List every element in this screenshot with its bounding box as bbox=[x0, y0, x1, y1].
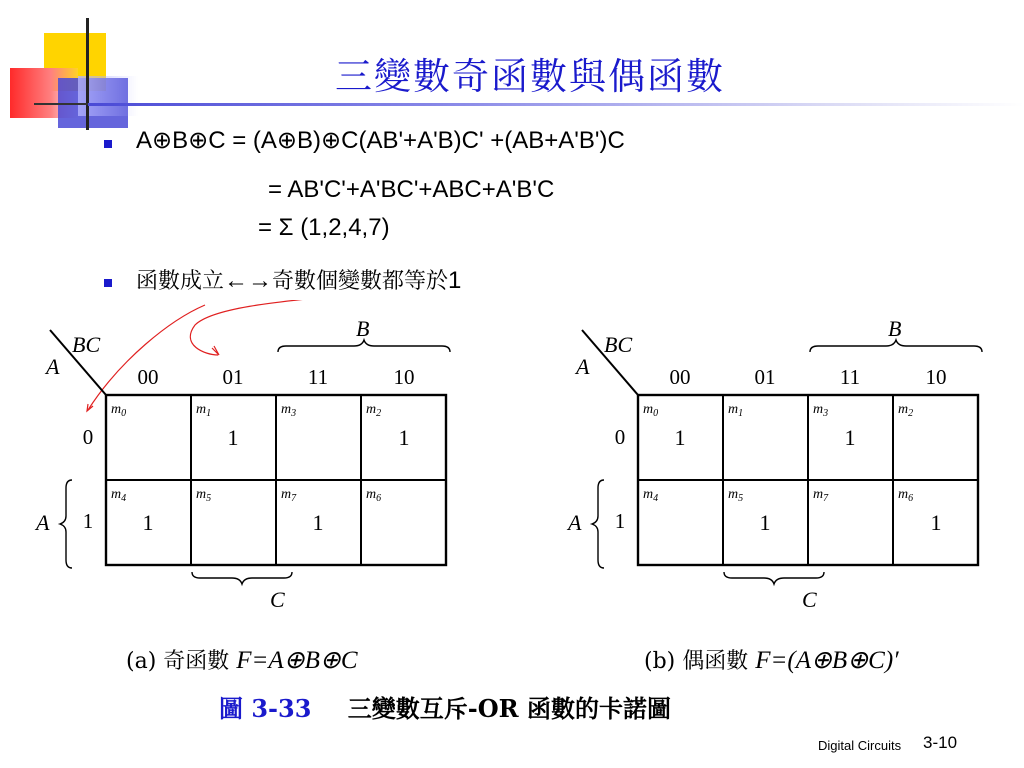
brace-bottom bbox=[724, 572, 824, 584]
col-label: 01 bbox=[222, 365, 244, 389]
minterm-label: $m_7$ bbox=[813, 487, 829, 504]
kmap-odd bbox=[0, 300, 500, 630]
annotation-arrowhead bbox=[212, 346, 219, 355]
minterm-label: $m_5$ bbox=[728, 487, 744, 504]
brace-top-label: B bbox=[356, 316, 370, 341]
caption-even bbox=[644, 644, 899, 675]
row-label: 1 bbox=[614, 509, 626, 533]
col-label: 10 bbox=[393, 365, 415, 389]
minterm-label: $m_6$ bbox=[898, 487, 914, 504]
corner-label-left: A bbox=[576, 354, 590, 379]
minterm-label: $m_5$ bbox=[196, 487, 212, 504]
cell-value: 1 bbox=[227, 425, 239, 450]
bullet-marker bbox=[104, 279, 112, 287]
equation-line-1: A⊕B⊕C = (A⊕B)⊕C(AB'+A'B)C' +(AB+A'B')C bbox=[136, 127, 625, 154]
corner-label-top: BC bbox=[72, 332, 101, 357]
brace-bottom bbox=[192, 572, 292, 584]
footer-label: Digital Circuits bbox=[818, 738, 902, 753]
equation-line-3: = Σ (1,2,4,7) bbox=[258, 214, 390, 241]
cell-value: 1 bbox=[312, 510, 324, 535]
cell-value: 1 bbox=[142, 510, 154, 535]
cell-value: 1 bbox=[398, 425, 410, 450]
col-label: 11 bbox=[839, 365, 861, 389]
col-label: 00 bbox=[137, 365, 159, 389]
brace-left bbox=[60, 480, 72, 568]
cell-value: 1 bbox=[674, 425, 686, 450]
slide-title: 三變數奇函數與偶函數 bbox=[335, 55, 725, 98]
decor-vertical-line bbox=[86, 18, 89, 130]
brace-bottom-label: C bbox=[270, 587, 285, 612]
minterm-label: $m_4$ bbox=[643, 487, 659, 504]
minterm-label: $m_2$ bbox=[366, 402, 382, 419]
caption-prefix: (a) 奇函數 bbox=[126, 649, 237, 674]
minterm-label: $m_1$ bbox=[196, 402, 212, 419]
brace-top bbox=[810, 340, 982, 352]
figure-caption bbox=[219, 689, 671, 724]
figure-number: 圖 3-33 bbox=[219, 694, 312, 723]
row-label: 0 bbox=[82, 425, 94, 449]
col-label: 00 bbox=[669, 365, 691, 389]
page-number: 3-10 bbox=[923, 733, 958, 752]
minterm-label: $m_1$ bbox=[728, 402, 744, 419]
kmap-even bbox=[532, 300, 1022, 630]
minterm-labels bbox=[643, 402, 913, 504]
brace-bottom-label: C bbox=[802, 587, 817, 612]
brace-left-label: A bbox=[36, 510, 50, 535]
corner-label-left: A bbox=[46, 354, 60, 379]
col-label: 10 bbox=[925, 365, 947, 389]
brace-left-label: A bbox=[568, 510, 582, 535]
equation-line-2: = AB'C'+A'BC'+ABC+A'B'C bbox=[268, 176, 555, 203]
cell-value: 1 bbox=[930, 510, 942, 535]
minterm-label: $m_0$ bbox=[111, 402, 127, 419]
statement-text-2: 奇數個變數都等於 bbox=[272, 269, 449, 294]
brace-left bbox=[592, 480, 604, 568]
col-label: 01 bbox=[754, 365, 776, 389]
cell-value: 1 bbox=[844, 425, 856, 450]
caption-formula: F=(A⊕B⊕C)′ bbox=[755, 647, 899, 674]
col-label: 11 bbox=[307, 365, 329, 389]
corner-label-top: BC bbox=[604, 332, 633, 357]
bullet-marker bbox=[104, 140, 112, 148]
minterm-label: $m_7$ bbox=[281, 487, 297, 504]
statement-value: 1 bbox=[448, 267, 462, 294]
minterm-label: $m_3$ bbox=[813, 402, 829, 419]
cell-value: 1 bbox=[759, 510, 771, 535]
title-underline bbox=[88, 103, 1024, 106]
minterm-label: $m_3$ bbox=[281, 402, 297, 419]
minterm-label: $m_4$ bbox=[111, 487, 127, 504]
minterm-label: $m_6$ bbox=[366, 487, 382, 504]
caption-prefix: (b) 偶函數 bbox=[644, 649, 756, 674]
minterm-label: $m_2$ bbox=[898, 402, 914, 419]
caption-formula: F=A⊕B⊕C bbox=[236, 647, 358, 674]
minterm-label: $m_0$ bbox=[643, 402, 659, 419]
row-label: 0 bbox=[614, 425, 626, 449]
figure-text: 三變數互斥-OR 函數的卡諾圖 bbox=[347, 694, 671, 723]
statement-text: 函數成立 bbox=[136, 269, 225, 294]
double-arrow-icon: ←→ bbox=[224, 267, 273, 294]
brace-top bbox=[278, 340, 450, 352]
bullet-statement bbox=[136, 264, 461, 295]
row-label: 1 bbox=[82, 509, 94, 533]
caption-odd bbox=[126, 644, 358, 675]
minterm-labels bbox=[111, 402, 381, 504]
brace-top-label: B bbox=[888, 316, 902, 341]
